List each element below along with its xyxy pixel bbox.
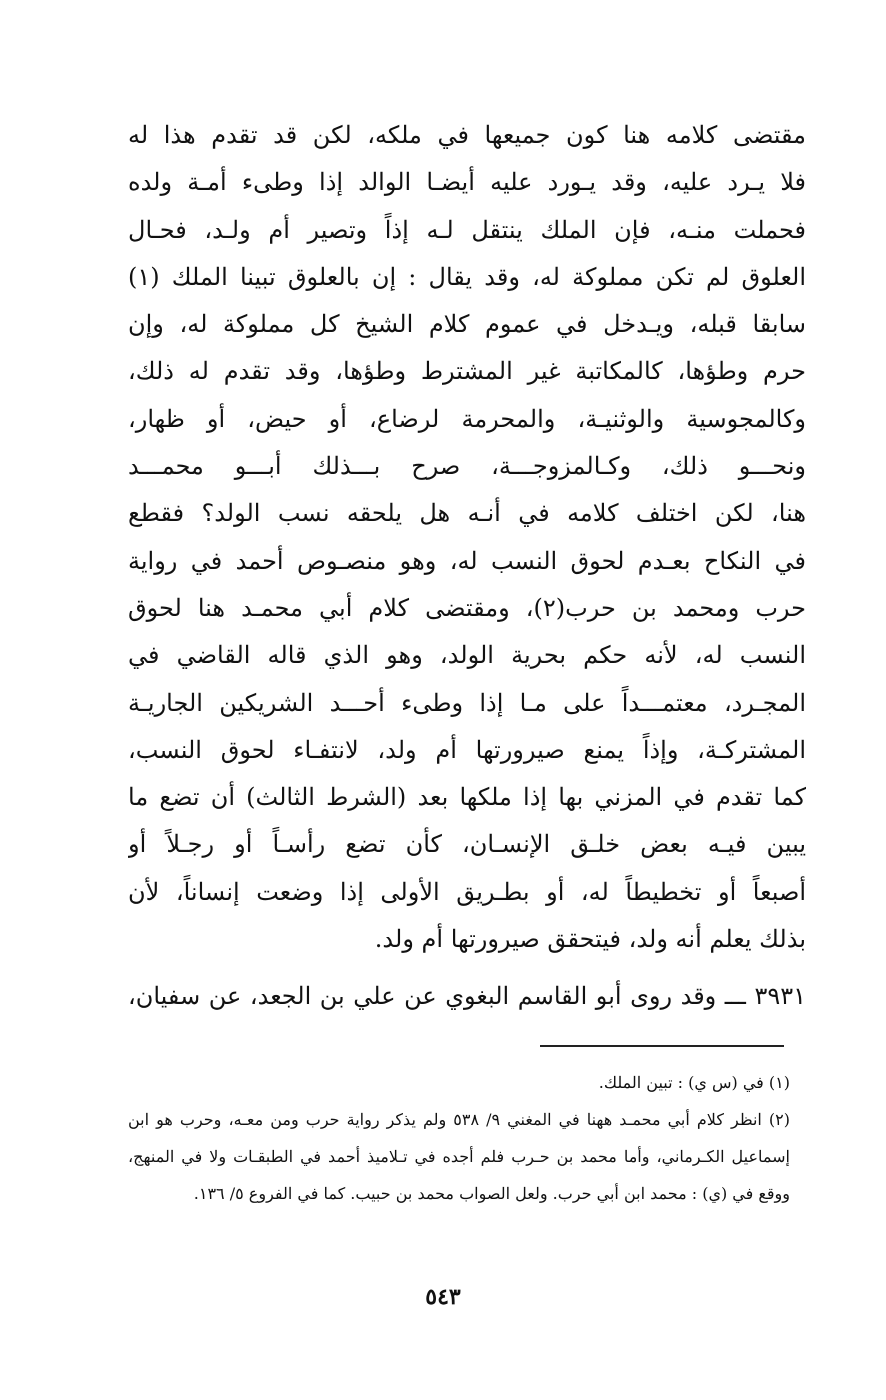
text-line: أصبعاً أو تخطيطاً له، أو بطـريق الأولى إذا وضعت إنساناً، لأن xyxy=(128,877,806,906)
text-line: يبين فيـه بعض خلـق الإنسـان، كأن تضع رأسـاً أو رجـلاً أو xyxy=(128,830,806,859)
page-number: ٥٤٣ xyxy=(425,1284,461,1310)
footnote-separator xyxy=(540,1045,784,1047)
footnote-line: (٢) انظر كلام أبي محمـد ههنا في المغني ٩/ ٥٣٨ ولم يذكر رواية حرب ومن معـه، وحرب هو ابن xyxy=(128,1110,790,1129)
text-line: هنا، لكن اختلف كلامه في أنـه هل يلحقه نسب الولد؟ فقطع xyxy=(128,499,806,528)
text-line: حرب ومحمد بن حرب(٢)، ومقتضى كلام أبي محمـد هنا لحوق xyxy=(128,593,806,622)
text-line: المجـرد، معتمـــداً على مـا إذا وطىء أحـــد الشريكين الجاريـة xyxy=(128,688,806,717)
footnote-line: إسماعيل الكـرماني، وأما محمد بن حـرب فلم أجده في تـلاميذ أحمد في الطبقـات ولا في المنهج، xyxy=(128,1147,790,1166)
text-line: فلا يـرد عليه، وقد يـورد عليه أيضـا الوالد إذا وطىء أمـة ولده xyxy=(128,168,806,197)
text-line: كما تقدم في المزني بها إذا ملكها بعد (الشرط الثالث) أن تضع ما xyxy=(128,783,806,812)
text-line: العلوق لم تكن مملوكة له، وقد يقال : إن بالعلوق تبينا الملك (١) xyxy=(128,262,806,291)
text-line: حرم وطؤها، كالمكاتبة غير المشترط وطؤها، وقد تقدم له ذلك، xyxy=(128,357,806,386)
numbered-item-line: ٣٩٣١ ـــ وقد روى أبو القاسم البغوي عن علي بن الجعد، عن سفيان، xyxy=(128,982,806,1010)
text-line: النسب له، لأنه حكم بحرية الولد، وهو الذي قاله القاضي في xyxy=(128,641,806,670)
text-line: بذلك يعلم أنه ولد، فيتحقق صيرورتها أم ولد. xyxy=(374,925,806,954)
text-line: ونحـــو ذلك، وكـالمزوجـــة، صرح بـــذلك أبـــو محمـــد xyxy=(128,452,806,481)
footnotes xyxy=(128,1064,790,1212)
text-line: فحملت منـه، فإن الملك ينتقل لـه إذاً وتصير أم ولـد، فحـال xyxy=(128,215,806,244)
text-line: في النكاح بعـدم لحوق النسب له، وهو منصـوص أحمد في رواية xyxy=(128,546,806,575)
text-line: وكالمجوسية والوثنيـة، والمحرمة لرضاع، أو حيض، أو ظهار، xyxy=(128,404,806,433)
main-text xyxy=(128,112,806,963)
footnote-line: ووقع في (ي) : محمد ابن أبي حرب. ولعل الصواب محمد بن حبيب. كما في الفروع ٥/ ١٣٦. xyxy=(193,1184,790,1203)
text-line: سابقا قبله، ويـدخل في عموم كلام الشيخ كل مملوكة له، وإن xyxy=(128,310,806,339)
footnote-line: (١) في (س ي) : تبين الملك. xyxy=(598,1073,790,1092)
text-line: المشتركـة، وإذاً يمنع صيرورتها أم ولد، لانتفـاء لحوق النسب، xyxy=(128,735,806,764)
text-line: مقتضى كلامه هنا كون جميعها في ملكه، لكن قد تقدم هذا له xyxy=(128,121,806,149)
